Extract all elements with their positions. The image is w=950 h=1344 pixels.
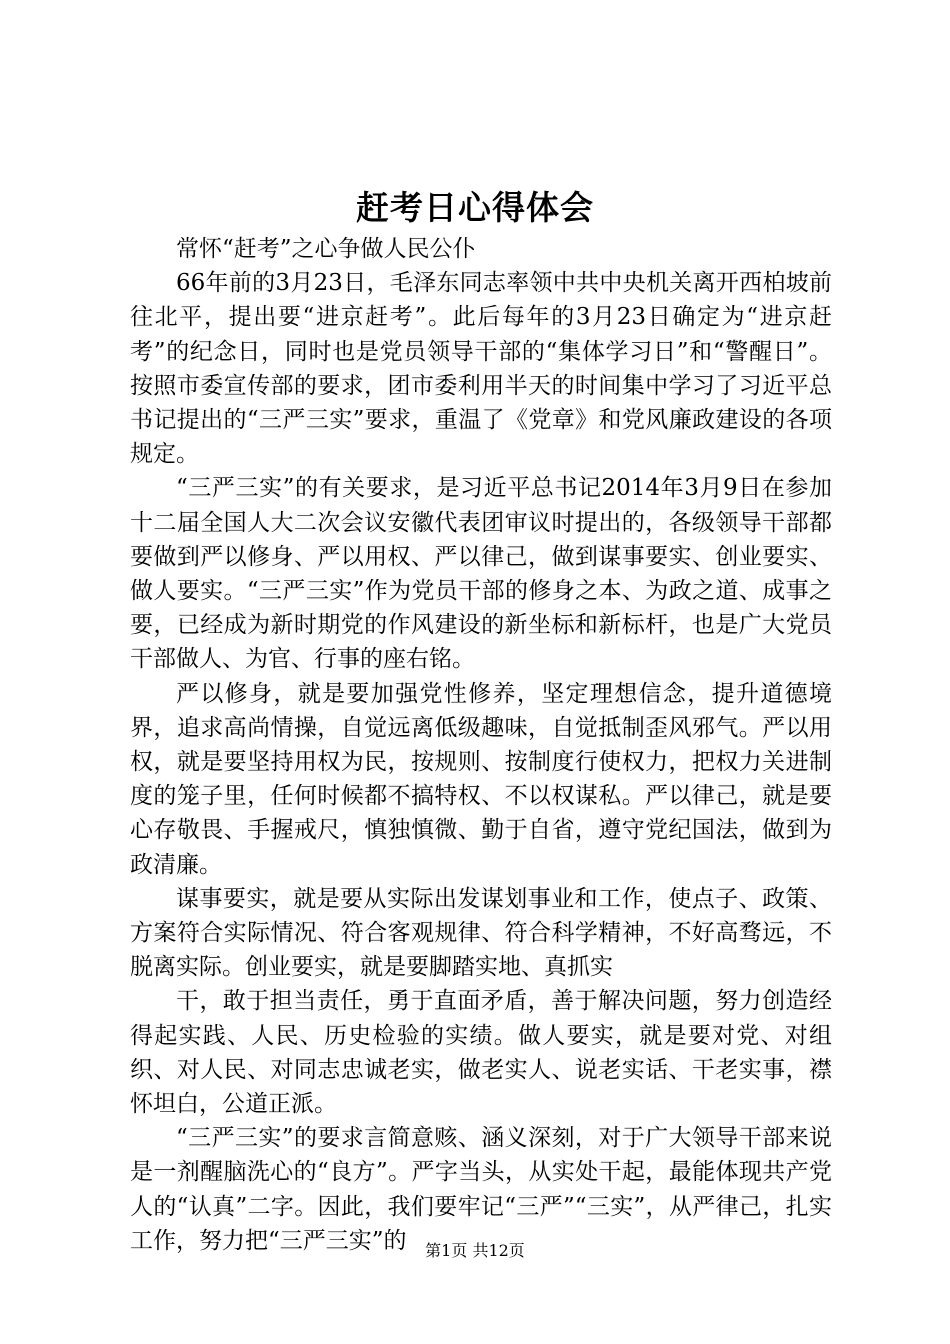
document-title: 赶考日心得体会 [356,188,594,227]
document-body [130,232,832,1258]
paragraph: 66年前的3月23日，毛泽东同志率领中共中央机关离开西柏坡前往北平，提出要“进京赶考”。此后每年的3月23日确定为“进京赶考”的纪念日，同时也是党员领导干部的“集体学习日”和“警醒日”。按照市委宣传部的要求，团市委利用半天的时间集中学习了习近平总书记提出的“三严三实”要求，重温了《党章》和党风廉政建设的各项规定。 [130,270,832,468]
paragraph: “三严三实”的有关要求，是习近平总书记2014年3月9日在参加十二届全国人大二次会议安徽代表团审议时提出的，各级领导干部都要做到严以修身、严以用权、严以律己，做到谋事要实、创业要实、做人要实。“三严三实”作为党员干部的修身之本、为政之道、成事之要，已经成为新时期党的作风建设的新坐标和新标杆，也是广大党员干部做人、为官、行事的座右铭。 [130,475,832,673]
paragraph: 干，敢于担当责任，勇于直面矛盾，善于解决问题，努力创造经得起实践、人民、历史检验的实绩。做人要实，就是要对党、对组织、对人民、对同志忠诚老实，做老实人、说老实话、干老实事，襟怀坦白，公道正派。 [130,988,832,1118]
paragraph: “三严三实”的要求言简意赅、涵义深刻，对于广大领导干部来说是一剂醒脑洗心的“良方”。严字当头，从实处干起，最能体现共产党人的“认真”二字。因此，我们要牢记“三严”“三实”，从严律己，扎实工作，努力把“三严三实”的 [130,1125,832,1254]
paragraph: 谋事要实，就是要从实际出发谋划事业和工作，使点子、政策、方案符合实际情况、符合客观规律、符合科学精神，不好高骛远，不脱离实际。创业要实，就是要脚踏实地、真抓实 [130,885,832,981]
paragraph-subtitle: 常怀“赶考”之心争做人民公仆 [176,236,476,262]
page-footer: 第1页 共12页 [425,1241,525,1260]
paragraph: 严以修身，就是要加强党性修养，坚定理想信念，提升道德境界，追求高尚情操，自觉远离低级趣味，自觉抵制歪风邪气。严以用权，就是要坚持用权为民，按规则、按制度行使权力，把权力关进制度的笼子里，任何时候都不搞特权、不以权谋私。严以律己，就是要心存敬畏、手握戒尺，慎独慎微、勤于自省，遵守党纪国法，做到为政清廉。 [130,680,832,878]
